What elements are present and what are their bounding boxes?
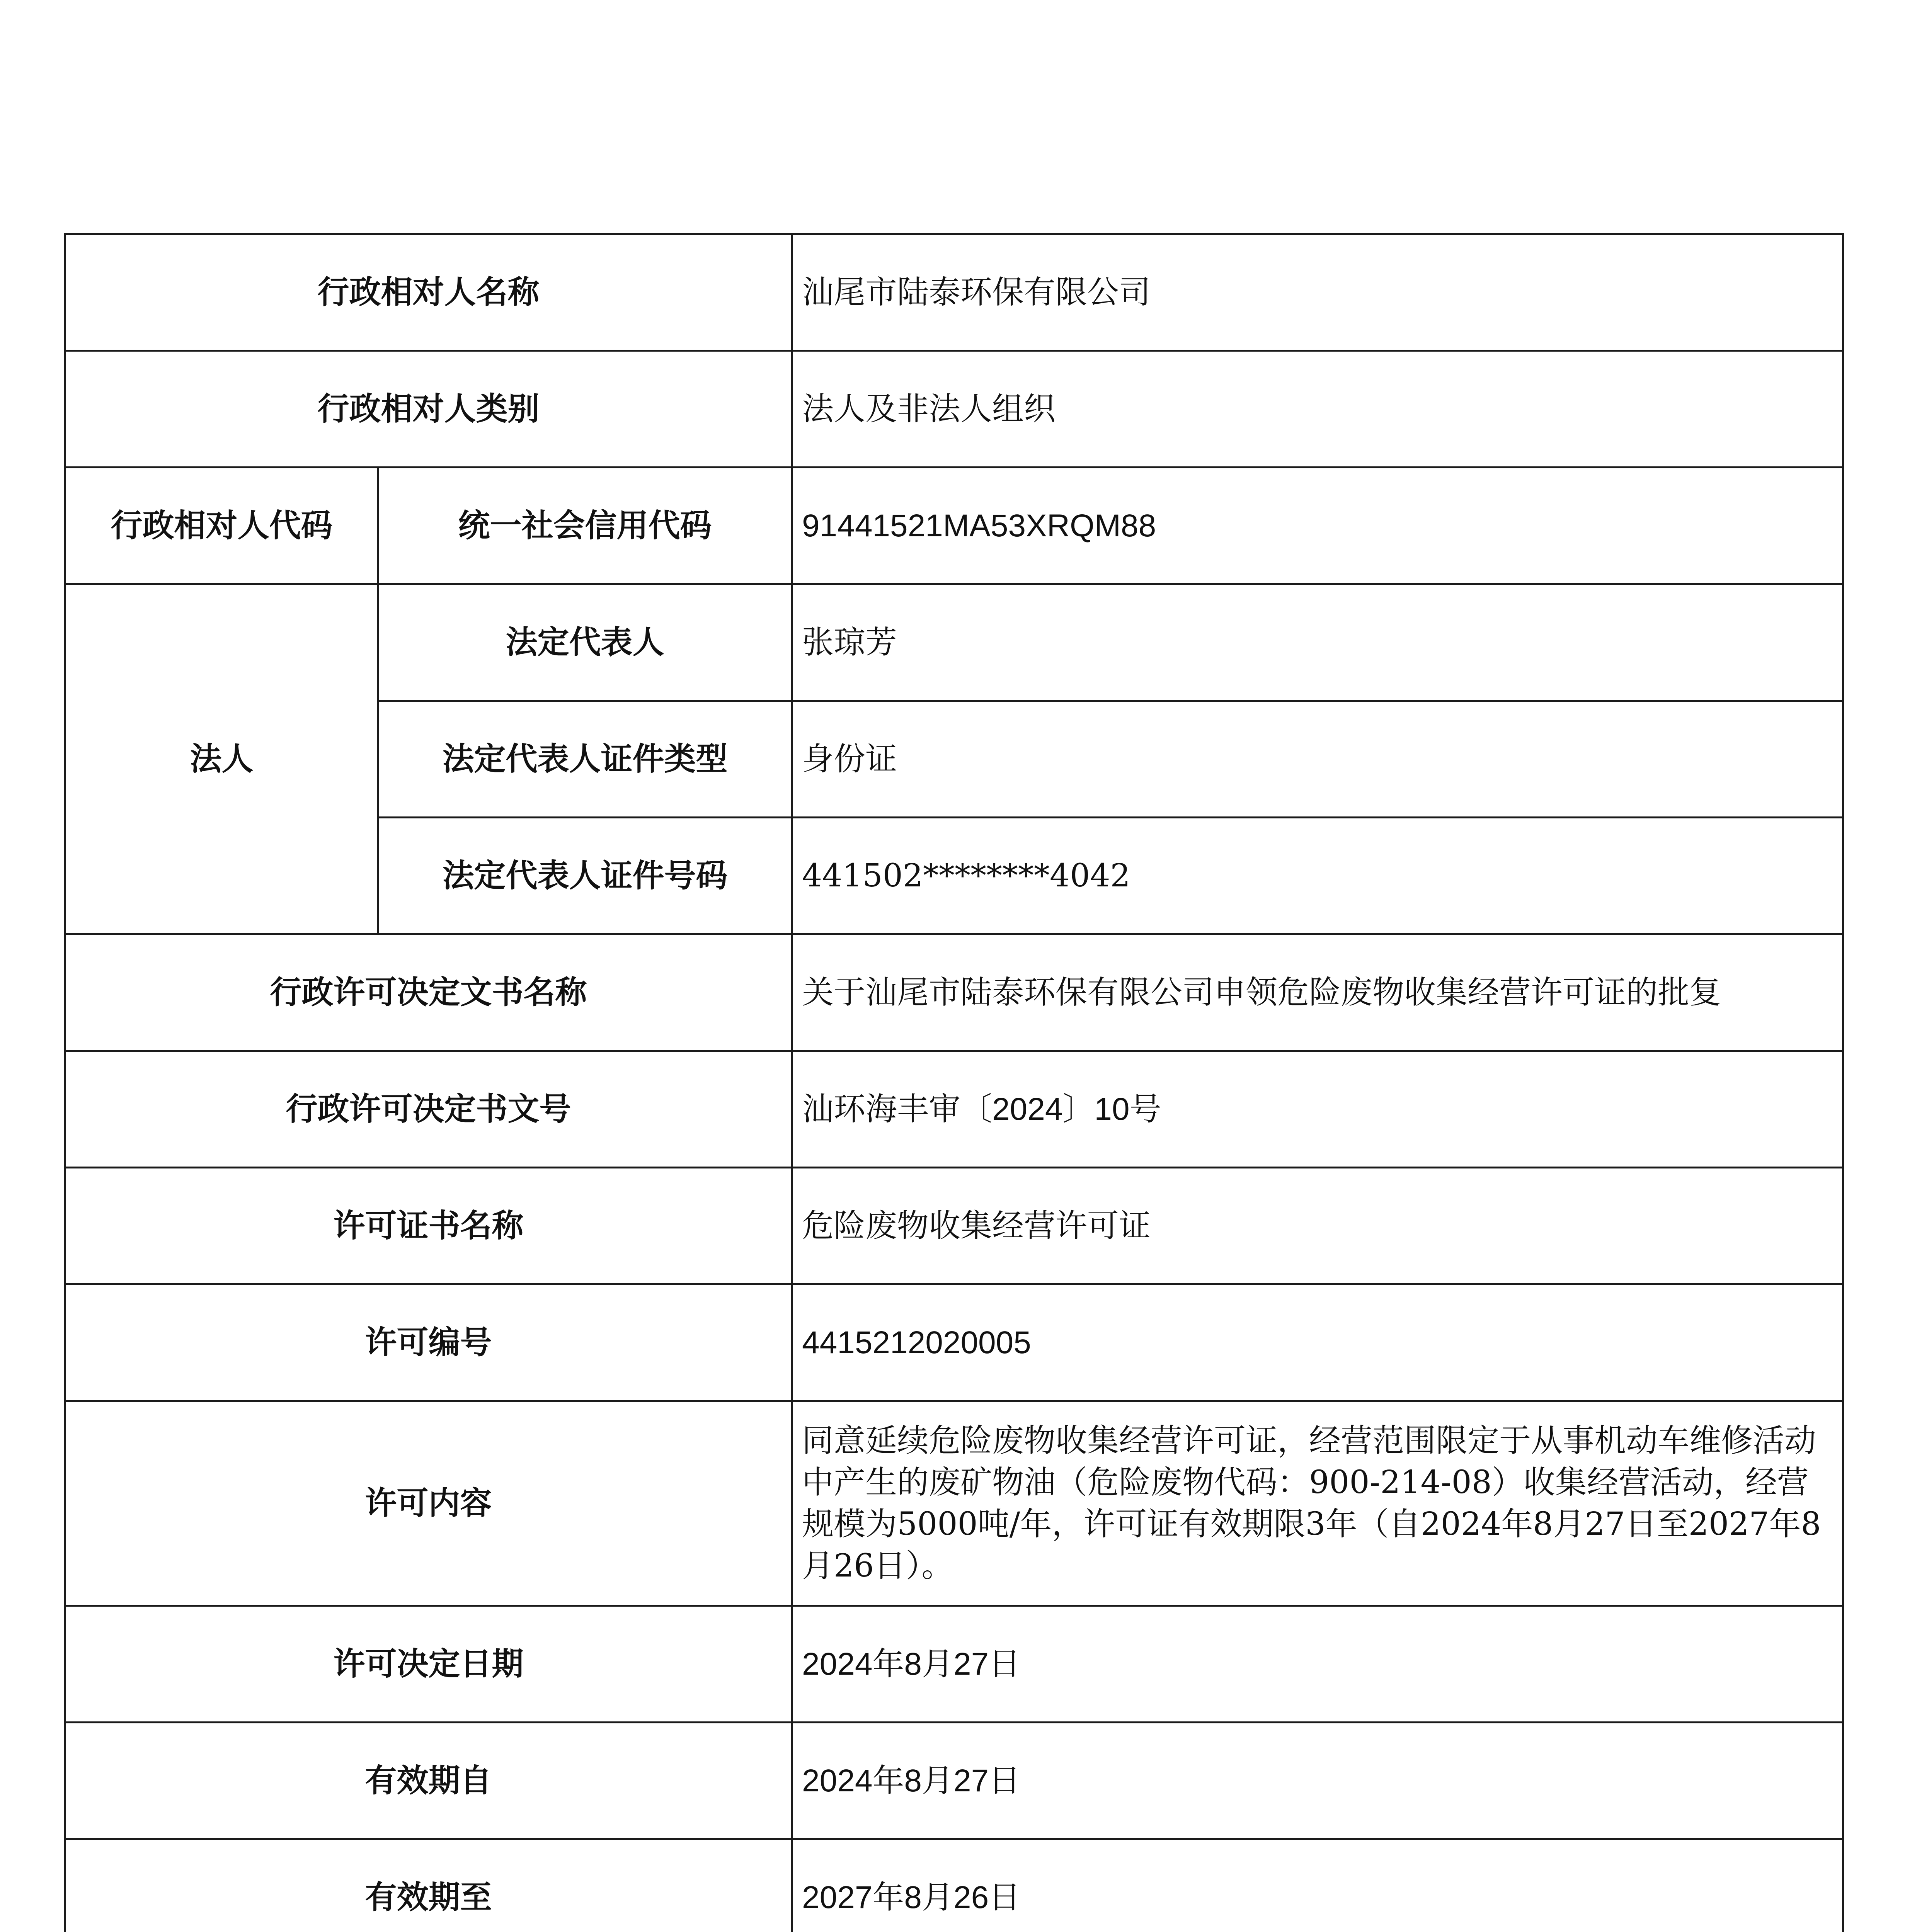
- row-permit-number: [65, 1284, 1843, 1401]
- decision-date-value: 2024年8月27日: [792, 1606, 1843, 1723]
- party-code-group-label: 行政相对人代码: [65, 468, 378, 584]
- permit-number-value: 4415212020005: [792, 1284, 1843, 1401]
- decision-doc-name-label: 行政许可决定文书名称: [65, 934, 792, 1051]
- row-decision-doc-name: [65, 934, 1843, 1051]
- row-legal-representative: [65, 584, 1843, 701]
- permit-number-label: 许可编号: [65, 1284, 792, 1401]
- credit-code-label: 统一社会信用代码: [378, 468, 792, 584]
- valid-from-label: 有效期自: [65, 1723, 792, 1839]
- row-party-code: [65, 468, 1843, 584]
- row-valid-to: [65, 1839, 1843, 1932]
- legal-representative-label: 法定代表人: [378, 584, 792, 701]
- certificate-name-label: 许可证书名称: [65, 1168, 792, 1284]
- party-category-label: 行政相对人类别: [65, 351, 792, 468]
- decision-doc-name-value: 关于汕尾市陆泰环保有限公司申领危险废物收集经营许可证的批复: [792, 934, 1843, 1051]
- credit-code-value: 91441521MA53XRQM88: [792, 468, 1843, 584]
- decision-doc-number-value: 汕环海丰审〔2024〕10号: [792, 1051, 1843, 1168]
- valid-from-value: 2024年8月27日: [792, 1723, 1843, 1839]
- decision-doc-number-label: 行政许可决定书文号: [65, 1051, 792, 1168]
- permit-content-label: 许可内容: [65, 1401, 792, 1606]
- party-category-value: 法人及非法人组织: [792, 351, 1843, 468]
- id-type-label: 法定代表人证件类型: [378, 701, 792, 818]
- certificate-name-value: 危险废物收集经营许可证: [792, 1168, 1843, 1284]
- permit-content-value: 同意延续危险废物收集经营许可证，经营范围限定于从事机动车维修活动中产生的废矿物油（危险废物代码：900-214-08）收集经营活动，经营规模为5000吨/年，许可证有效期限3年（自2024年8月27日至2027年8月26日）。: [792, 1401, 1843, 1606]
- row-decision-date: [65, 1606, 1843, 1723]
- row-decision-doc-number: [65, 1051, 1843, 1168]
- valid-to-label: 有效期至: [65, 1839, 792, 1932]
- legal-representative-value: 张琼芳: [792, 584, 1843, 701]
- party-name-label: 行政相对人名称: [65, 234, 792, 351]
- row-party-name: [65, 234, 1843, 351]
- id-number-value: 441502********4042: [792, 818, 1843, 934]
- party-name-value: 汕尾市陆泰环保有限公司: [792, 234, 1843, 351]
- permit-info-table: [64, 233, 1844, 1932]
- legal-person-group-label: 法人: [65, 584, 378, 934]
- decision-date-label: 许可决定日期: [65, 1606, 792, 1723]
- row-certificate-name: [65, 1168, 1843, 1284]
- row-permit-content: [65, 1401, 1843, 1606]
- id-number-label: 法定代表人证件号码: [378, 818, 792, 934]
- row-valid-from: [65, 1723, 1843, 1839]
- id-type-value: 身份证: [792, 701, 1843, 818]
- row-party-category: [65, 351, 1843, 468]
- valid-to-value: 2027年8月26日: [792, 1839, 1843, 1932]
